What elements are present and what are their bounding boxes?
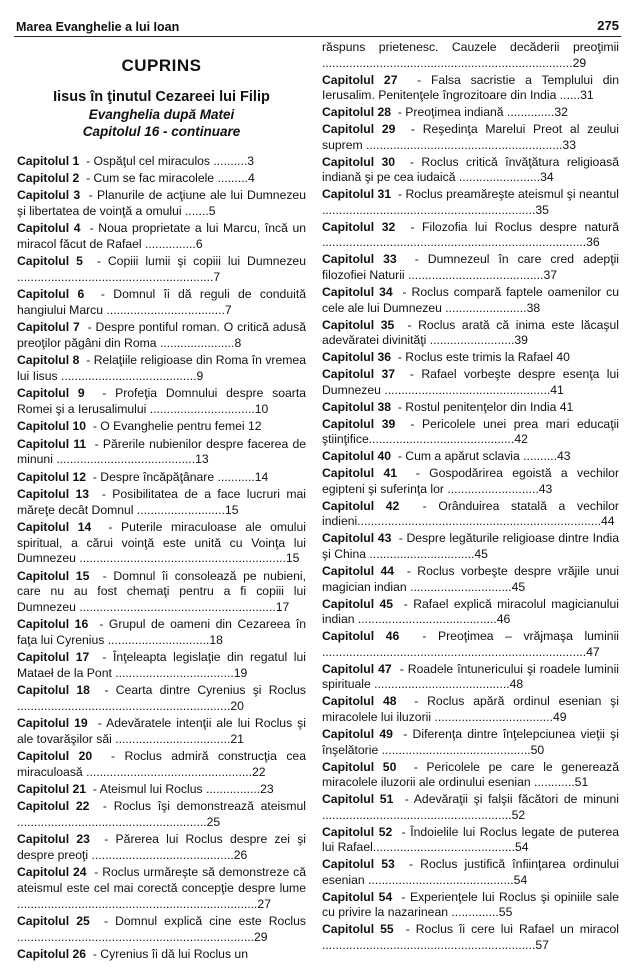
chapter-label: Capitolul 47 xyxy=(322,661,392,676)
chapter-label: Capitolul 4 xyxy=(17,221,81,236)
chapter-label: Capitolul 40 xyxy=(322,449,392,464)
chapter-title: - Cum se fac miracolele .........4 xyxy=(86,170,255,185)
chapter-title: - O Evanghelie pentru femei 12 xyxy=(92,419,262,434)
toc-entry xyxy=(322,367,619,398)
chapter-label: Capitolul 36 xyxy=(322,350,392,365)
chapter-title: - Falsa sacristie a Templului din Ierusalim. Penitenţele îngrozitoare din India ......31 xyxy=(322,72,619,103)
toc-entry xyxy=(17,221,306,252)
toc-entry xyxy=(322,417,619,448)
chapter-title: - Pericolele pe care le generează miracolele iluzorii ale ordinului esenian ............51 xyxy=(322,759,619,790)
chapter-title: - Roclus urmăreşte să demonstreze că ateismul este cel mai corectă concepţie despre lume .......................................................................27 xyxy=(17,865,306,911)
toc-entry xyxy=(17,865,306,912)
toc-entry xyxy=(322,792,619,823)
chapter-title: - Reşedinţa Marelui Preot al zeului suprem ..........................................................33 xyxy=(322,122,619,152)
toc-entry xyxy=(17,487,306,518)
chapter-title: - Roclus justifică înfiinţarea ordinului esenian ...........................................54 xyxy=(322,857,619,887)
left-column xyxy=(17,40,306,964)
chapter-title: - Domnul explică cine este Roclus ......................................................................29 xyxy=(17,914,306,944)
chapter-title: - Rafael vorbeşte despre esenţa lui Dumnezeu .................................................41 xyxy=(322,367,619,397)
chapter-label: Capitolul 10 xyxy=(17,419,87,434)
chapter-label: Capitolul 26 xyxy=(17,947,87,962)
chapter-title: - Preoţimea indiană ..............32 xyxy=(397,105,568,120)
chapter-title: - Despre pontiful roman. O critică adusă preoţilor păgâni din Roma ......................8 xyxy=(17,320,306,350)
chapter-title: - Cearta dintre Cyrenius şi Roclus ...............................................................20 xyxy=(17,683,307,713)
toc-entry xyxy=(17,799,306,830)
chapter-title: - Adevăratele intenţii ale lui Roclus şi ale tovarăşilor săi ..................................21 xyxy=(17,716,306,746)
chapter-label: Capitolul 3 xyxy=(17,188,81,203)
chapter-title: - Dumnezeul în care cred adepţii filozofiei Naturii ........................................37 xyxy=(322,252,619,283)
chapter-label: Capitolul 15 xyxy=(17,568,90,583)
chapter-title: - Părerea lui Roclus despre zei şi despre preoţi ..........................................26 xyxy=(17,832,306,863)
toc-entry xyxy=(322,73,619,104)
toc-entry xyxy=(17,683,306,714)
chapter-label: Capitolul 2 xyxy=(17,170,80,185)
toc-entry xyxy=(17,832,306,863)
chapter-title: - Domnul îi consolează pe nubieni, care nu au fost chemaţi pentru a fi copiii lui Dumnezeu ..........................................................17 xyxy=(17,568,306,614)
chapter-title: - Despre legăturile religioase dintre India şi China ...............................45 xyxy=(322,531,619,562)
chapter-title: - Pericolele unei prea mari educaţii ştiinţifice...........................................42 xyxy=(322,416,619,447)
chapter-label: Capitolul 44 xyxy=(322,564,395,579)
toc-entry xyxy=(322,285,619,316)
chapter-label: Capitolul 18 xyxy=(17,683,90,698)
part-subtitle: Evanghelia după Matei xyxy=(88,106,235,122)
toc-entry xyxy=(17,782,306,798)
chapter-label: Capitolul 37 xyxy=(322,367,396,382)
toc-entry xyxy=(17,716,306,747)
toc-list-right xyxy=(322,73,619,954)
toc-entry xyxy=(322,727,619,758)
chapter-title: - Posibilitatea de a face lucruri mai măreţe decât Domnul ..........................15 xyxy=(17,487,306,517)
chapter-title: - Noua proprietate a lui Marcu, încă un miracol făcut de Rafael ...............6 xyxy=(17,221,307,251)
chapter-title: - Planurile de acţiune ale lui Dumnezeu şi libertatea de voinţă a omului .......5 xyxy=(17,188,306,218)
chapter-label: Capitolul 1 xyxy=(17,153,80,168)
chapter-title: - Roclus compară faptele oamenilor cu cele ale lui Dumnezeu ........................38 xyxy=(322,285,619,315)
toc-entry xyxy=(17,650,306,681)
chapter-label: Capitolul 22 xyxy=(17,799,90,814)
chapter-title: - Roclus vorbeşte despre vrăjile unui magician indian ..............................45 xyxy=(322,564,619,594)
toc-entry xyxy=(322,252,619,283)
chapter-label: Capitolul 49 xyxy=(322,726,393,741)
chapter-label: Capitolul 55 xyxy=(322,922,394,937)
toc-entry xyxy=(17,287,306,318)
toc-entry xyxy=(17,520,306,567)
chapter-label: Capitolul 5 xyxy=(17,254,83,269)
chapter-title: - Experienţele lui Roclus şi opiniile sale cu privire la nazarinean ..............55 xyxy=(322,889,619,920)
chapter-label: Capitolul 31 xyxy=(322,187,392,202)
toc-entry xyxy=(17,353,306,384)
page-number: 275 xyxy=(597,18,619,33)
chapter-label: Capitolul 27 xyxy=(322,72,398,87)
chapter-title: - Ospăţul cel miraculos ..........3 xyxy=(86,153,255,168)
toc-entry xyxy=(17,154,306,170)
chapter-title: - Roclus îi cere lui Rafael un miracol ...............................................................57 xyxy=(322,922,620,952)
toc-entry xyxy=(322,857,619,888)
toc-entry xyxy=(322,155,619,186)
toc-entry xyxy=(17,188,306,219)
toc-entry xyxy=(322,760,619,791)
chapter-title: - Diferenţa dintre înţelepciunea vieţii şi înşelătorie ............................................50 xyxy=(322,726,619,757)
toc-entry xyxy=(322,662,619,693)
chapter-title: - Filozofia lui Roclus despre natură ..............................................................................36 xyxy=(322,219,619,250)
chapter-title: - Roclus este trimis la Rafael 40 xyxy=(397,350,570,365)
toc-entry xyxy=(17,749,306,780)
chapter-title: - Gospodărirea egoistă a vechilor egipteni şi suferinţa lor ...........................43 xyxy=(322,466,620,496)
chapter-title: - Cyrenius îi dă lui Roclus un xyxy=(92,947,248,962)
chapter-label: Capitolul 8 xyxy=(17,353,80,368)
chapter-title: - Roclus apără ordinul esenian şi miracolele lui iluzorii ...................................49 xyxy=(322,694,619,724)
toc-entry xyxy=(322,105,619,121)
toc-list-left xyxy=(17,154,306,963)
toc-entry xyxy=(322,825,619,856)
chapter-title: - Copiii lumii şi copiii lui Dumnezeu ..........................................................7 xyxy=(17,254,306,284)
chapter-title: - Înţeleapta legislaţie din regatul lui Mataeł de la Pont ...................................19 xyxy=(17,650,306,680)
toc-entry xyxy=(322,466,619,497)
toc-entry xyxy=(17,320,306,351)
toc-entry xyxy=(322,449,619,465)
chapter-label: Capitolul 9 xyxy=(17,386,85,401)
toc-entry xyxy=(17,437,306,468)
chapter-title: - Părerile nubienilor despre facerea de minuni .........................................13 xyxy=(17,436,306,467)
chapter-title: - Roclus admiră construcţia cea miraculoasă .................................................22 xyxy=(17,749,306,779)
chapter-label: Capitolul 14 xyxy=(17,520,92,535)
chapter-label: Capitolul 33 xyxy=(322,252,397,267)
chapter-title: - Rostul penitenţelor din India 41 xyxy=(397,399,574,414)
chapter-label: Capitolul 48 xyxy=(322,694,397,709)
chapter-label: Capitolul 7 xyxy=(17,320,80,335)
chapter-label: Capitolul 46 xyxy=(322,629,400,644)
book-title: Marea Evanghelie a lui Ioan xyxy=(16,20,180,34)
chapter-label: Capitolul 38 xyxy=(322,399,392,414)
chapter-title: - Domnul îi dă reguli de conduită hangiului Marcu ...................................7 xyxy=(17,287,306,317)
toc-title: CUPRINS xyxy=(121,56,202,75)
chapter-title: - Roclus preamăreşte ateismul şi neantul ...............................................................35 xyxy=(322,187,620,217)
toc-entry xyxy=(17,386,306,417)
toc-entry xyxy=(322,187,619,218)
chapter-label: Capitolul 28 xyxy=(322,105,392,120)
toc-entry xyxy=(322,122,619,153)
chapter-title: - Roclus îşi demonstrează ateismul ........................................................25 xyxy=(17,799,306,830)
chapter-label: Capitolul 35 xyxy=(322,317,395,332)
chapter-title: - Roclus critică învăţătura religioasă indiană şi pe cea iudaică ........................34 xyxy=(322,154,619,185)
chapter-label: Capitolul 39 xyxy=(322,416,396,431)
chapter-title: - Roclus arată că inima este lăcaşul adevăratei divinităţi .........................39 xyxy=(322,317,619,348)
chapter-title: - Puterile miraculoase ale omului spiritual, a cărui voinţă este unită cu Voinţa lui Dumnezeu .............................................................15 xyxy=(17,520,306,566)
chapter-label: Capitolul 53 xyxy=(322,857,395,872)
chapter-title: - Grupul de oameni din Cezareea în faţa lui Cyrenius ..............................18 xyxy=(17,617,306,647)
chapter-label: Capitolul 51 xyxy=(322,792,394,807)
chapter-label: Capitolul 6 xyxy=(17,287,85,302)
chapter-label: Capitolul 50 xyxy=(322,759,397,774)
toc-entry xyxy=(322,922,619,953)
chapter-label: Capitolul 11 xyxy=(17,436,87,451)
chapter-label: Capitolul 41 xyxy=(322,466,398,481)
chapter-title: - Preoţimea – vrăjmaşa luminii ..............................................................................47 xyxy=(322,629,619,659)
chapter-title: - Adevăraţii şi falşii făcători de minuni ........................................................52 xyxy=(322,792,619,822)
chapter-label: Capitolul 34 xyxy=(322,285,393,300)
toc-entry xyxy=(17,569,306,616)
toc-entry xyxy=(17,171,306,187)
chapter-label: Capitolul 16 xyxy=(17,617,89,632)
chapter-title: - Îndoielile lui Roclus legate de puterea lui Rafael..........................................54 xyxy=(322,824,619,855)
chapter-title: - Orânduirea statală a vechilor indieni........................................................................44 xyxy=(322,498,619,529)
toc-entry xyxy=(322,318,619,349)
part-note: Capitolul 16 - continuare xyxy=(82,123,241,139)
chapter-title: - Rafael explică miracolul magicianului indian .........................................46 xyxy=(322,596,619,627)
chapter-label: Capitolul 52 xyxy=(322,824,393,839)
chapter-label: Capitolul 23 xyxy=(17,832,90,847)
chapter-label: Capitolul 30 xyxy=(322,154,396,169)
right-column xyxy=(322,40,619,955)
toc-entry xyxy=(322,694,619,725)
toc-entry xyxy=(322,531,619,562)
toc-entry xyxy=(17,914,306,945)
chapter-label: Capitolul 12 xyxy=(17,469,87,484)
chapter-title: - Despre încăpăţânare ...........14 xyxy=(92,469,269,484)
toc-entry xyxy=(17,254,306,285)
toc-entry xyxy=(17,470,306,486)
toc-continuation: răspuns prietenesc. Cauzele decăderii preoţimii ..........................................................................29 xyxy=(322,40,619,70)
chapter-label: Capitolul 42 xyxy=(322,498,400,513)
chapter-title: - Relaţiile religioase din Roma în vremea lui Iisus ........................................9 xyxy=(17,353,306,383)
toc-entry xyxy=(17,419,306,435)
toc-entry xyxy=(322,499,619,530)
chapter-label: Capitolul 20 xyxy=(17,749,93,764)
toc-entry xyxy=(322,890,619,921)
chapter-title: - Roadele întunericului şi roadele luminii spirituale ........................................48 xyxy=(322,661,619,692)
part-title: Iisus în ţinutul Cezareei lui Filip xyxy=(53,88,270,105)
chapter-label: Capitolul 17 xyxy=(17,650,90,665)
chapter-label: Capitolul 29 xyxy=(322,122,396,137)
toc-entry xyxy=(17,617,306,648)
chapter-label: Capitolul 24 xyxy=(17,865,87,880)
chapter-label: Capitolul 19 xyxy=(17,716,88,731)
chapter-label: Capitolul 25 xyxy=(17,914,90,929)
chapter-label: Capitolul 45 xyxy=(322,596,394,611)
chapter-label: Capitolul 43 xyxy=(322,531,392,546)
toc-entry xyxy=(322,629,619,660)
toc-entry xyxy=(322,564,619,595)
toc-entry xyxy=(17,947,306,963)
running-header xyxy=(14,14,621,37)
toc-entry xyxy=(322,597,619,628)
toc-entry xyxy=(322,400,619,416)
chapter-title: - Ateismul lui Roclus ................23 xyxy=(92,782,274,797)
chapter-title: - Cum a apărut sclavia ..........43 xyxy=(397,449,571,464)
chapter-label: Capitolul 21 xyxy=(17,782,87,797)
toc-entry xyxy=(322,350,619,366)
toc-entry xyxy=(322,220,619,251)
chapter-label: Capitolul 13 xyxy=(17,487,90,502)
chapter-title: - Profeţia Domnului despre soarta Romei şi a Ierusalimului ...............................10 xyxy=(17,386,306,416)
chapter-label: Capitolul 54 xyxy=(322,889,393,904)
chapter-label: Capitolul 32 xyxy=(322,219,396,234)
